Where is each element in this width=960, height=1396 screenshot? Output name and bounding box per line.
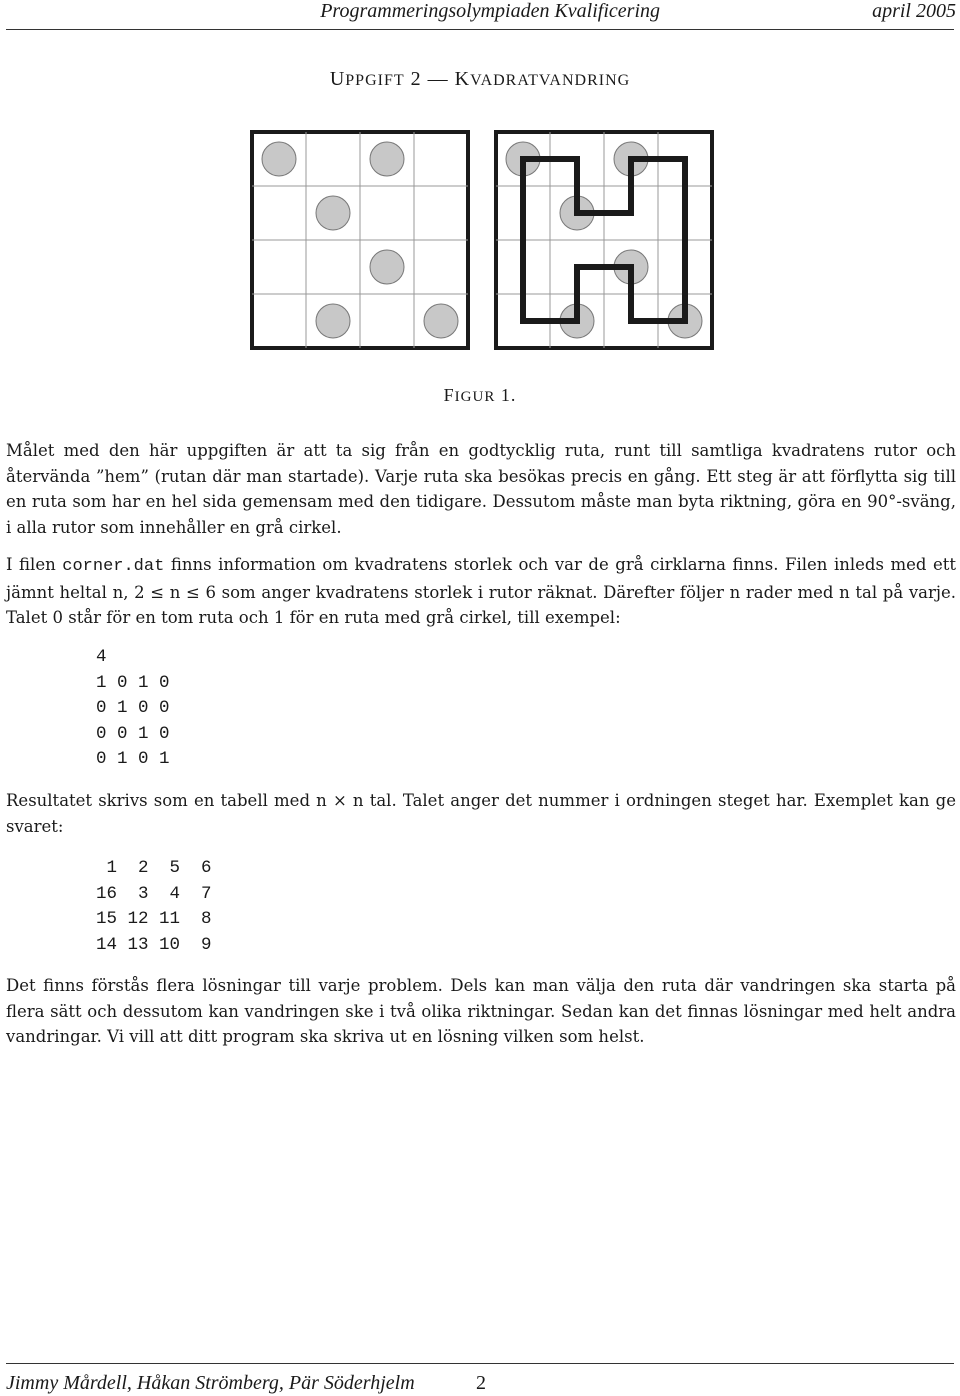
input-text-b: finns information om kvadratens storlek och var de grå cirklarna finns. Filen inleds med ett jämnt heltal n, 2 ≤ n ≤ 6 som anger kvadratens storlek i rutor räknat. Därefter följer n rader med n tal på varje. Talet 0 står för en tom ruta och 1 för en ruta med grå cirkel, till exempel: [6,555,956,627]
input-text-a: I filen [6,555,63,574]
task-prefix-rest: PPGIFT [345,72,405,89]
grey-circle [370,250,404,284]
paragraph-input [6,552,956,631]
left-grid [252,132,468,348]
page-number: 2 [476,1372,486,1394]
task-prefix-cap: U [329,68,346,90]
grey-circle [424,304,458,338]
grey-circle [316,196,350,230]
task-name-cap: K [454,68,471,90]
grey-circle [262,142,296,176]
caption-rest: IGUR [454,389,496,405]
footer-authors: Jimmy Mårdell, Håkan Strömberg, Pär Söderhjelm [6,1372,415,1394]
page-header [0,0,960,22]
task-title [0,68,960,91]
paragraph-solutions: Det finns förstås flera lösningar till varje problem. Dels kan man välja den ruta där vandringen ska starta på flera sätt och dessutom kan vandringen ske i två olika riktningar. Sedan kan det finnas lösningar med helt andra vandringar. Vi vill att ditt program ska skriva ut en lösning vilken som helst. [6,976,956,1046]
header-rule [6,29,954,30]
input-example: 4 1 0 1 0 0 1 0 0 0 0 1 0 0 1 0 1 [96,647,170,769]
header-title: Programmeringsolympiaden Kvalificering [320,0,660,22]
caption-cap: F [443,385,455,405]
figure-grids [248,128,718,354]
caption-num: 1. [495,385,517,405]
task-number: 2 — [404,68,455,90]
header-date: april 2005 [872,0,956,22]
paragraph-output: Resultatet skrivs som en tabell med n × n tal. Talet anger det nummer i ordningen steget har. Exemplet kan ge svaret: [6,791,956,836]
output-example: 1 2 5 6 16 3 4 7 15 12 11 8 14 13 10 9 [96,858,212,955]
figure-caption [0,385,960,406]
footer-rule [6,1363,954,1364]
grey-circle [316,304,350,338]
input-filename: corner.dat [62,557,165,576]
task-name-rest: VADRATVANDRING [470,72,631,89]
right-grid [496,132,712,348]
grey-circle [370,142,404,176]
paragraph-goal: Målet med den här uppgiften är att ta sig från en godtycklig ruta, runt till samtliga kvadratens rutor och återvända ”hem” (rutan där man startade). Varje ruta ska besökas precis en gång. Ett steg är att förflytta sig till en ruta som har en hel sida gemensam med den tidigare. Dessutom måste man byta riktning, göra en 90°-sväng, i alla rutor som innehåller en grå cirkel. [6,441,956,537]
